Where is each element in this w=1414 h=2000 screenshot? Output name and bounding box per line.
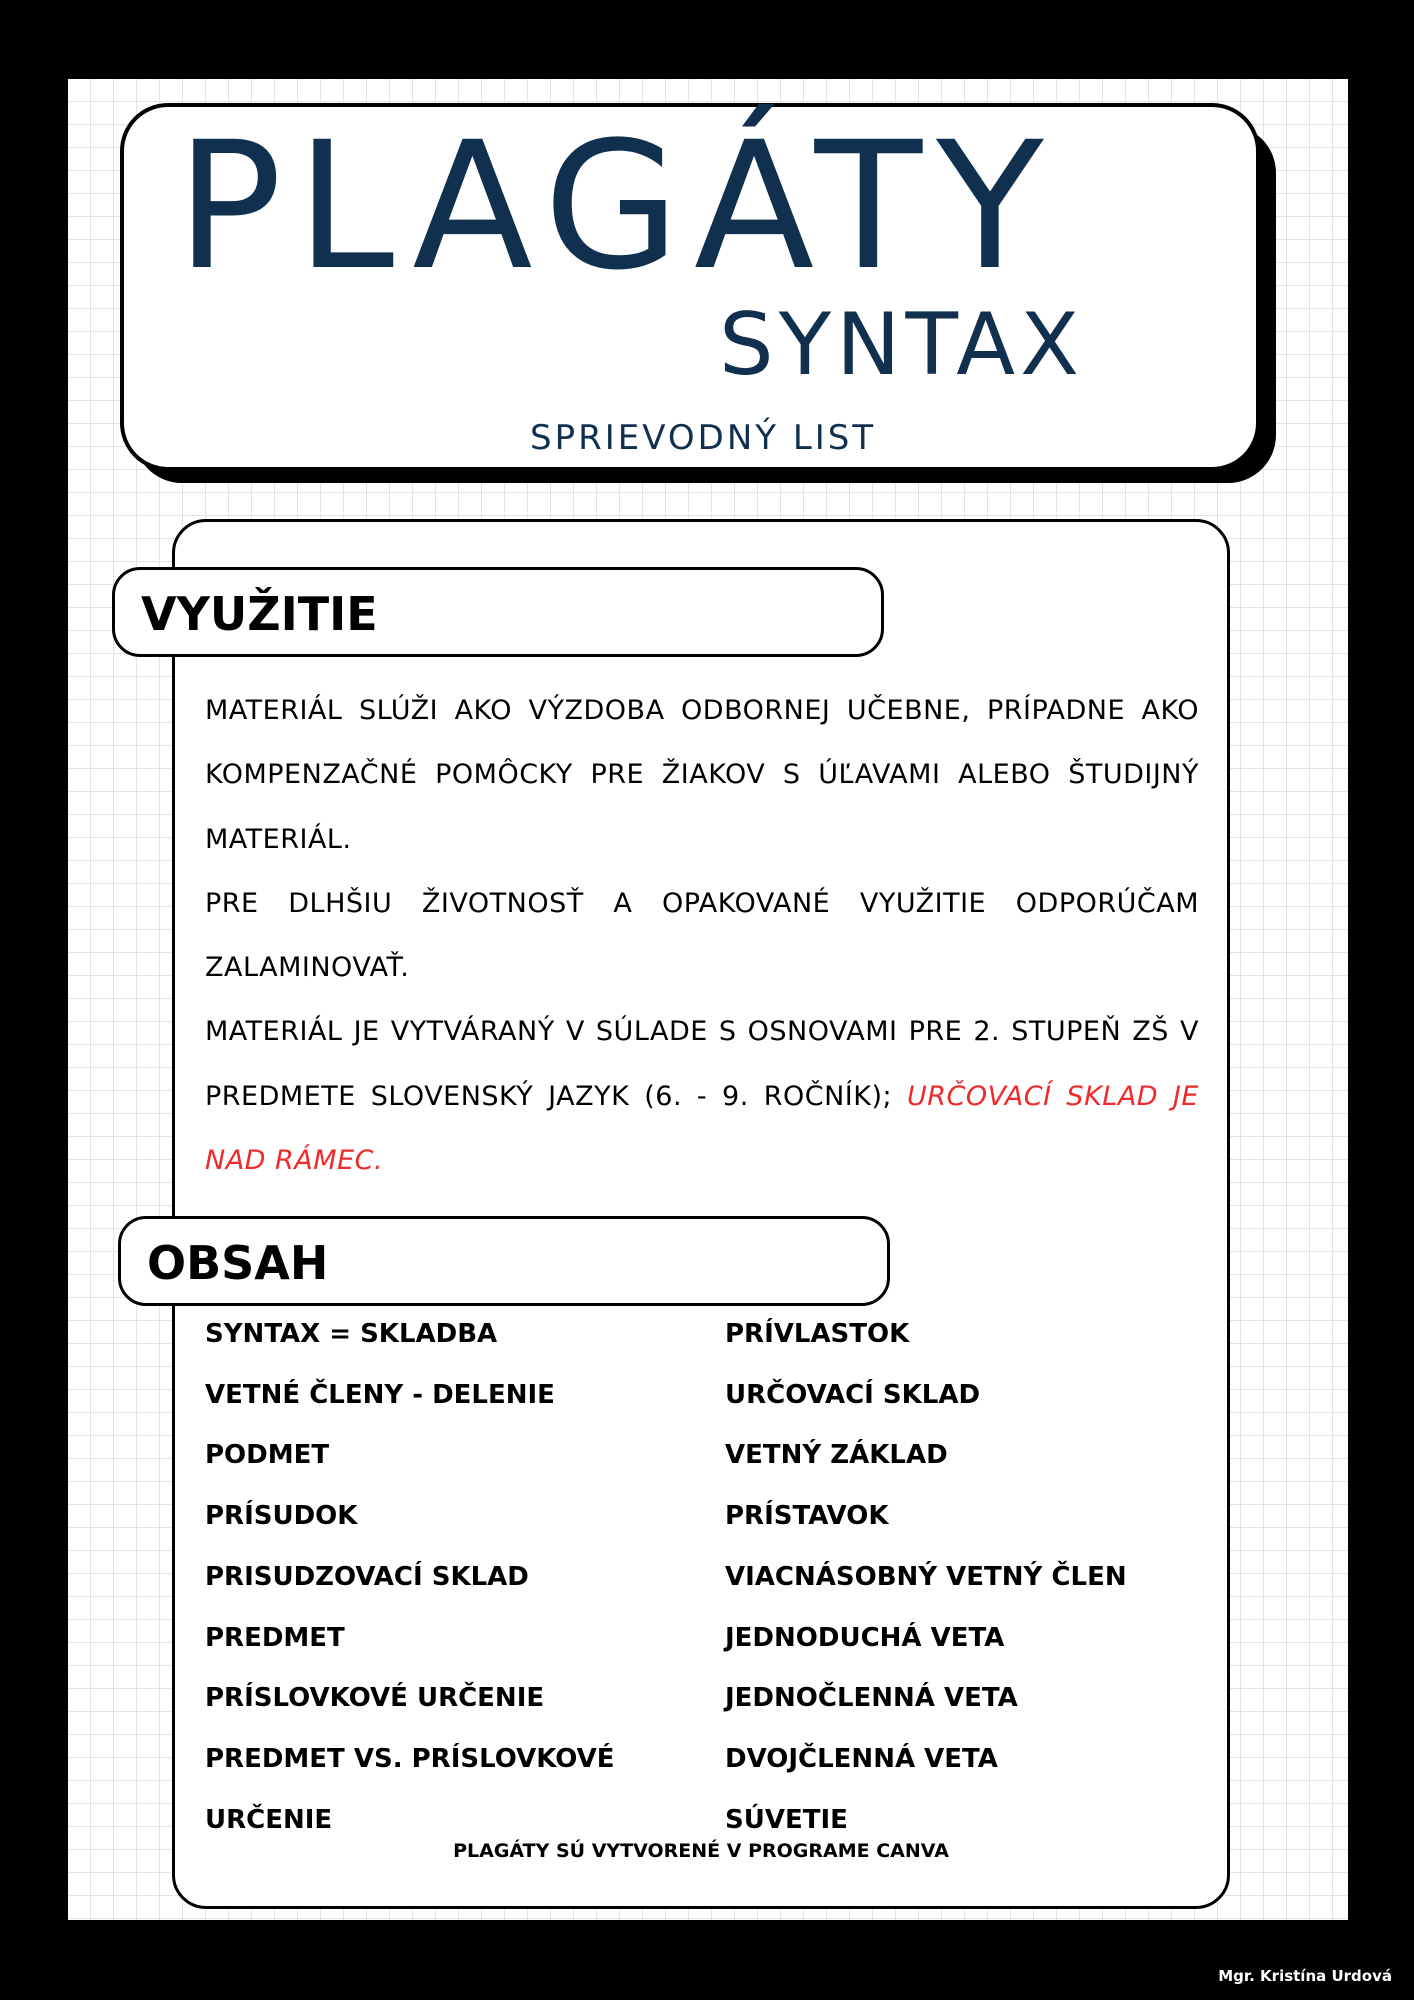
list-item: VETNÉ ČLENY - DELENIE bbox=[205, 1379, 555, 1410]
document-page bbox=[68, 79, 1348, 1920]
usage-paragraph: MATERIÁL SLÚŽI AKO VÝZDOBA ODBORNEJ UČEBNE, PRÍPADNE AKO KOMPENZAČNÉ POMÔCKY PRE ŽIAKOV S ÚĽAVAMI ALEBO ŠTUDIJNÝ MATERIÁL. bbox=[205, 695, 1199, 855]
list-item: PRÍSLOVKOVÉ URČENIE bbox=[205, 1683, 545, 1714]
usage-paragraph-text: MATERIÁL JE VYTVÁRANÝ V SÚLADE S OSNOVAMI PRE 2. STUPEŇ ZŠ V PREDMETE SLOVENSKÝ JAZYK (6. - 9. ROČNÍK); bbox=[205, 1016, 1199, 1112]
author-credit: Mgr. Kristína Urdová bbox=[1218, 1967, 1392, 1985]
footer-note: PLAGÁTY SÚ VYTVORENÉ V PROGRAME CANVA bbox=[453, 1840, 949, 1862]
list-item: SÚVETIE bbox=[725, 1804, 848, 1835]
list-item: PRÍVLASTOK bbox=[725, 1319, 910, 1349]
list-item: PRISUDZOVACÍ SKLAD bbox=[205, 1561, 529, 1592]
contents-list-right bbox=[725, 1304, 1127, 1850]
page-caption: SPRIEVODNÝ LIST bbox=[530, 418, 877, 458]
usage-note: URČOVACÍ SKLAD JE NAD RÁMEC. bbox=[205, 1080, 1199, 1177]
section-heading-usage-label: VYUŽITIE bbox=[141, 587, 378, 641]
section-heading-contents bbox=[118, 1216, 890, 1306]
list-item: URČOVACÍ SKLAD bbox=[725, 1379, 981, 1410]
list-item: JEDNOČLENNÁ VETA bbox=[725, 1683, 1018, 1714]
list-item: URČENIE bbox=[205, 1804, 333, 1835]
list-item: PREDMET VS. PRÍSLOVKOVÉ bbox=[205, 1743, 615, 1774]
list-item: PRÍSTAVOK bbox=[725, 1501, 889, 1532]
list-item: PODMET bbox=[205, 1440, 330, 1471]
usage-paragraph bbox=[205, 1000, 1199, 1193]
section-heading-usage bbox=[112, 567, 884, 657]
list-item: PREDMET bbox=[205, 1622, 345, 1653]
usage-text bbox=[205, 679, 1199, 1193]
list-item: JEDNODUCHÁ VETA bbox=[725, 1622, 1005, 1653]
list-item: VIACNÁSOBNÝ VETNÝ ČLEN bbox=[725, 1561, 1127, 1592]
page-subtitle: SYNTAX bbox=[719, 295, 1085, 395]
list-item: DVOJČLENNÁ VETA bbox=[725, 1743, 998, 1774]
section-heading-contents-label: OBSAH bbox=[147, 1236, 329, 1290]
list-item: PRÍSUDOK bbox=[205, 1501, 358, 1532]
list-item: VETNÝ ZÁKLAD bbox=[725, 1440, 948, 1471]
usage-paragraph: PRE DLHŠIU ŽIVOTNOSŤ A OPAKOVANÉ VYUŽITIE ODPORÚČAM ZALAMINOVAŤ. bbox=[205, 887, 1199, 984]
contents-list-left bbox=[205, 1304, 615, 1850]
list-item: SYNTAX = SKLADBA bbox=[205, 1319, 498, 1349]
page-title: PLAGÁTY bbox=[176, 104, 1058, 309]
